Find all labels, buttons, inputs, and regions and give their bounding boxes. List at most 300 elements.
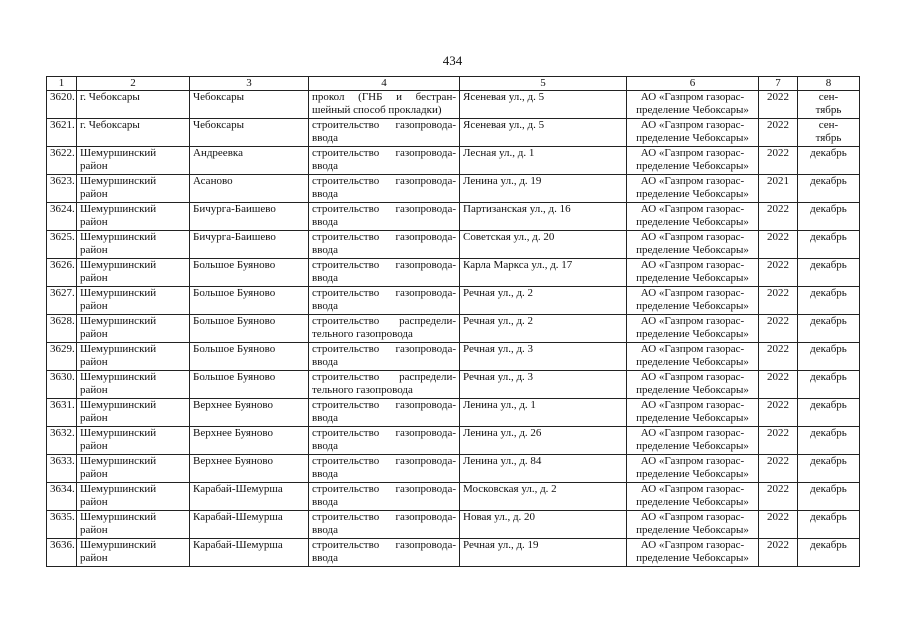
address: Речная ул., д. 3 xyxy=(463,371,534,383)
column-header: 1 xyxy=(47,77,77,91)
month-cell xyxy=(798,315,860,343)
organization-line: АО «Газпром газорас- xyxy=(640,287,745,299)
address-cell xyxy=(460,315,627,343)
year-cell xyxy=(759,455,798,483)
settlement-cell xyxy=(190,147,309,175)
year-cell xyxy=(759,315,798,343)
work-type-cell xyxy=(309,371,460,399)
month-line: декабрь xyxy=(810,399,847,411)
year: 2022 xyxy=(767,427,789,439)
organization-line: пределение Чебоксары» xyxy=(636,468,749,480)
year: 2022 xyxy=(767,483,789,495)
year-cell xyxy=(759,287,798,315)
address: Новая ул., д. 20 xyxy=(463,511,536,523)
district-line: г. Чебоксары xyxy=(80,119,140,131)
organization-cell xyxy=(627,539,759,567)
organization-cell xyxy=(627,483,759,511)
year-cell xyxy=(759,203,798,231)
month-line: сен- xyxy=(818,91,839,103)
district-line: Шемуршинский xyxy=(80,175,157,187)
address: Ясеневая ул., д. 5 xyxy=(463,91,545,103)
organization-line: пределение Чебоксары» xyxy=(636,440,749,452)
district-line: район xyxy=(80,188,108,200)
year: 2022 xyxy=(767,315,789,327)
row-number: 3634. xyxy=(50,483,75,495)
row-number: 3625. xyxy=(50,231,75,243)
organization-line: пределение Чебоксары» xyxy=(636,272,749,284)
table-row xyxy=(47,259,860,287)
organization-line: АО «Газпром газорас- xyxy=(640,343,745,355)
month-line: декабрь xyxy=(810,175,847,187)
row-number-cell xyxy=(47,511,77,539)
address-cell xyxy=(460,343,627,371)
table-row xyxy=(47,427,860,455)
row-number-cell xyxy=(47,287,77,315)
organization-cell xyxy=(627,203,759,231)
organization-line: АО «Газпром газорас- xyxy=(640,119,745,131)
work-type-cell xyxy=(309,203,460,231)
address-cell xyxy=(460,175,627,203)
work-type-cell xyxy=(309,231,460,259)
settlement-cell xyxy=(190,203,309,231)
work-type-line: строительство газопровода- xyxy=(312,147,456,159)
address: Речная ул., д. 2 xyxy=(463,287,534,299)
address: Московская ул., д. 2 xyxy=(463,483,557,495)
column-header: 7 xyxy=(759,77,798,91)
gas-pipeline-registry-table xyxy=(46,76,860,567)
organization-line: АО «Газпром газорас- xyxy=(640,231,745,243)
district-line: Шемуршинский xyxy=(80,203,157,215)
settlement: Большое Буяново xyxy=(193,343,276,355)
month-line: декабрь xyxy=(810,455,847,467)
organization-line: пределение Чебоксары» xyxy=(636,104,749,116)
organization-line: АО «Газпром газорас- xyxy=(640,511,745,523)
year-cell xyxy=(759,539,798,567)
organization-line: пределение Чебоксары» xyxy=(636,188,749,200)
district-line: район xyxy=(80,412,108,424)
district-line: район xyxy=(80,272,108,284)
address: Карла Маркса ул., д. 17 xyxy=(463,259,573,271)
organization-cell xyxy=(627,371,759,399)
settlement-cell xyxy=(190,91,309,119)
work-type-line: ввода xyxy=(312,244,338,256)
district-cell xyxy=(77,119,190,147)
work-type-line: ввода xyxy=(312,412,338,424)
row-number-cell xyxy=(47,175,77,203)
district-cell xyxy=(77,203,190,231)
organization-line: пределение Чебоксары» xyxy=(636,328,749,340)
address: Партизанская ул., д. 16 xyxy=(463,203,571,215)
district-cell xyxy=(77,315,190,343)
year: 2022 xyxy=(767,147,789,159)
month-line: декабрь xyxy=(810,287,847,299)
settlement: Карабай-Шемурша xyxy=(193,511,283,523)
work-type-cell xyxy=(309,91,460,119)
year: 2022 xyxy=(767,455,789,467)
month-cell xyxy=(798,203,860,231)
work-type-line: ввода xyxy=(312,216,338,228)
row-number-cell xyxy=(47,147,77,175)
table-row xyxy=(47,147,860,175)
work-type-line: строительство газопровода- xyxy=(312,455,456,467)
district-line: район xyxy=(80,244,108,256)
table-row xyxy=(47,483,860,511)
work-type-line: шейный способ прокладки) xyxy=(312,104,442,116)
work-type-cell xyxy=(309,287,460,315)
organization-cell xyxy=(627,315,759,343)
settlement-cell xyxy=(190,399,309,427)
work-type-line: строительство газопровода- xyxy=(312,539,456,551)
organization-line: АО «Газпром газорас- xyxy=(640,147,745,159)
settlement: Карабай-Шемурша xyxy=(193,539,283,551)
table-row xyxy=(47,175,860,203)
district-cell xyxy=(77,343,190,371)
district-line: район xyxy=(80,216,108,228)
row-number-cell xyxy=(47,343,77,371)
district-line: Шемуршинский xyxy=(80,539,157,551)
district-line: Шемуршинский xyxy=(80,147,157,159)
settlement-cell xyxy=(190,119,309,147)
organization-cell xyxy=(627,455,759,483)
month-cell xyxy=(798,483,860,511)
year-cell xyxy=(759,483,798,511)
organization-line: пределение Чебоксары» xyxy=(636,300,749,312)
work-type-cell xyxy=(309,259,460,287)
month-line: декабрь xyxy=(810,343,847,355)
organization-line: АО «Газпром газорас- xyxy=(640,455,745,467)
row-number: 3629. xyxy=(50,343,75,355)
settlement-cell xyxy=(190,315,309,343)
work-type-line: ввода xyxy=(312,356,338,368)
row-number-cell xyxy=(47,259,77,287)
column-header: 3 xyxy=(190,77,309,91)
work-type-cell xyxy=(309,175,460,203)
work-type-line: строительство распредели- xyxy=(312,371,456,383)
row-number-cell xyxy=(47,119,77,147)
row-number: 3632. xyxy=(50,427,75,439)
year: 2022 xyxy=(767,119,789,131)
year: 2022 xyxy=(767,91,789,103)
month-cell xyxy=(798,287,860,315)
year: 2022 xyxy=(767,203,789,215)
work-type-line: ввода xyxy=(312,440,338,452)
organization-cell xyxy=(627,231,759,259)
column-header: 2 xyxy=(77,77,190,91)
year-cell xyxy=(759,91,798,119)
year-cell xyxy=(759,119,798,147)
table-row xyxy=(47,91,860,119)
work-type-cell xyxy=(309,315,460,343)
organization-line: АО «Газпром газорас- xyxy=(640,315,745,327)
district-cell xyxy=(77,539,190,567)
address-cell xyxy=(460,91,627,119)
work-type-cell xyxy=(309,511,460,539)
row-number: 3626. xyxy=(50,259,75,271)
settlement-cell xyxy=(190,371,309,399)
organization-line: пределение Чебоксары» xyxy=(636,216,749,228)
settlement: Большое Буяново xyxy=(193,287,276,299)
district-line: Шемуршинский xyxy=(80,483,157,495)
district-line: Шемуршинский xyxy=(80,259,157,271)
row-number-cell xyxy=(47,483,77,511)
month-line: декабрь xyxy=(810,231,847,243)
month-cell xyxy=(798,455,860,483)
district-cell xyxy=(77,91,190,119)
address: Ясеневая ул., д. 5 xyxy=(463,119,545,131)
row-number: 3635. xyxy=(50,511,75,523)
year: 2022 xyxy=(767,287,789,299)
organization-line: АО «Газпром газорас- xyxy=(640,259,745,271)
organization-cell xyxy=(627,343,759,371)
organization-line: пределение Чебоксары» xyxy=(636,552,749,564)
district-cell xyxy=(77,483,190,511)
address-cell xyxy=(460,399,627,427)
table-row xyxy=(47,315,860,343)
address: Ленина ул., д. 26 xyxy=(463,427,542,439)
address-cell xyxy=(460,119,627,147)
address-cell xyxy=(460,427,627,455)
work-type-line: ввода xyxy=(312,188,338,200)
district-cell xyxy=(77,427,190,455)
year-cell xyxy=(759,371,798,399)
table-row xyxy=(47,119,860,147)
settlement: Большое Буяново xyxy=(193,259,276,271)
settlement: Верхнее Буяново xyxy=(193,399,273,411)
district-cell xyxy=(77,231,190,259)
address: Советская ул., д. 20 xyxy=(463,231,555,243)
month-line: декабрь xyxy=(810,511,847,523)
settlement: Верхнее Буяново xyxy=(193,427,273,439)
row-number: 3627. xyxy=(50,287,75,299)
address-cell xyxy=(460,539,627,567)
column-header: 8 xyxy=(798,77,860,91)
settlement-cell xyxy=(190,455,309,483)
organization-line: пределение Чебоксары» xyxy=(636,524,749,536)
row-number-cell xyxy=(47,203,77,231)
page-number: 434 xyxy=(442,53,463,68)
organization-line: АО «Газпром газорас- xyxy=(640,399,745,411)
table-row xyxy=(47,539,860,567)
year-cell xyxy=(759,511,798,539)
row-number: 3631. xyxy=(50,399,75,411)
organization-line: АО «Газпром газорас- xyxy=(640,483,745,495)
row-number-cell xyxy=(47,455,77,483)
address-cell xyxy=(460,483,627,511)
work-type-line: строительство газопровода- xyxy=(312,427,456,439)
organization-line: пределение Чебоксары» xyxy=(636,496,749,508)
district-line: Шемуршинский xyxy=(80,427,157,439)
row-number: 3630. xyxy=(50,371,75,383)
district-line: Шемуршинский xyxy=(80,315,157,327)
year: 2021 xyxy=(767,175,789,187)
month-line: тябрь xyxy=(815,132,842,144)
month-line: декабрь xyxy=(810,315,847,327)
organization-line: АО «Газпром газорас- xyxy=(640,371,745,383)
settlement-cell xyxy=(190,287,309,315)
row-number: 3622. xyxy=(50,147,75,159)
work-type-line: строительство распредели- xyxy=(312,315,456,327)
work-type-cell xyxy=(309,483,460,511)
settlement-cell xyxy=(190,231,309,259)
row-number: 3623. xyxy=(50,175,75,187)
organization-cell xyxy=(627,259,759,287)
organization-cell xyxy=(627,511,759,539)
settlement: Бичурга-Баишево xyxy=(193,203,276,215)
work-type-line: ввода xyxy=(312,160,338,172)
district-line: район xyxy=(80,300,108,312)
settlement: Большое Буяново xyxy=(193,315,276,327)
table-body xyxy=(47,91,860,567)
work-type-line: строительство газопровода- xyxy=(312,483,456,495)
row-number-cell xyxy=(47,91,77,119)
work-type-line: ввода xyxy=(312,524,338,536)
district-line: Шемуршинский xyxy=(80,343,157,355)
row-number: 3620. xyxy=(50,91,75,103)
district-cell xyxy=(77,371,190,399)
year: 2022 xyxy=(767,511,789,523)
year: 2022 xyxy=(767,399,789,411)
table-row xyxy=(47,399,860,427)
row-number: 3624. xyxy=(50,203,75,215)
work-type-cell xyxy=(309,119,460,147)
work-type-line: строительство газопровода- xyxy=(312,287,456,299)
address-cell xyxy=(460,231,627,259)
district-line: район xyxy=(80,384,108,396)
work-type-line: строительство газопровода- xyxy=(312,119,456,131)
row-number-cell xyxy=(47,231,77,259)
month-line: декабрь xyxy=(810,371,847,383)
address: Речная ул., д. 3 xyxy=(463,343,534,355)
year: 2022 xyxy=(767,371,789,383)
month-line: декабрь xyxy=(810,147,847,159)
organization-line: АО «Газпром газорас- xyxy=(640,203,745,215)
month-cell xyxy=(798,119,860,147)
month-cell xyxy=(798,231,860,259)
table-row xyxy=(47,455,860,483)
row-number: 3633. xyxy=(50,455,75,467)
work-type-line: прокол (ГНБ и бестран- xyxy=(312,91,456,103)
row-number-cell xyxy=(47,399,77,427)
district-line: Шемуршинский xyxy=(80,399,157,411)
table-row xyxy=(47,203,860,231)
row-number-cell xyxy=(47,315,77,343)
row-number: 3628. xyxy=(50,315,75,327)
organization-line: пределение Чебоксары» xyxy=(636,244,749,256)
settlement-cell xyxy=(190,427,309,455)
organization-cell xyxy=(627,399,759,427)
district-line: Шемуршинский xyxy=(80,371,157,383)
organization-cell xyxy=(627,287,759,315)
address: Речная ул., д. 19 xyxy=(463,539,539,551)
column-numbers-row xyxy=(47,77,860,91)
year: 2022 xyxy=(767,231,789,243)
month-line: декабрь xyxy=(810,539,847,551)
settlement: Большое Буяново xyxy=(193,371,276,383)
work-type-line: тельного газопровода xyxy=(312,384,413,396)
district-line: район xyxy=(80,468,108,480)
month-line: декабрь xyxy=(810,203,847,215)
work-type-line: ввода xyxy=(312,272,338,284)
district-cell xyxy=(77,287,190,315)
year: 2022 xyxy=(767,539,789,551)
district-line: район xyxy=(80,496,108,508)
settlement-cell xyxy=(190,259,309,287)
work-type-line: строительство газопровода- xyxy=(312,511,456,523)
district-cell xyxy=(77,455,190,483)
month-cell xyxy=(798,371,860,399)
address-cell xyxy=(460,371,627,399)
settlement-cell xyxy=(190,539,309,567)
district-line: район xyxy=(80,552,108,564)
month-cell xyxy=(798,175,860,203)
month-cell xyxy=(798,511,860,539)
settlement-cell xyxy=(190,511,309,539)
work-type-line: ввода xyxy=(312,496,338,508)
settlement-cell xyxy=(190,483,309,511)
organization-cell xyxy=(627,427,759,455)
address: Ленина ул., д. 19 xyxy=(463,175,542,187)
year-cell xyxy=(759,147,798,175)
settlement-cell xyxy=(190,175,309,203)
work-type-line: ввода xyxy=(312,300,338,312)
month-line: сен- xyxy=(818,119,839,131)
district-cell xyxy=(77,511,190,539)
year-cell xyxy=(759,399,798,427)
address: Ленина ул., д. 1 xyxy=(463,399,536,411)
address-cell xyxy=(460,203,627,231)
address-cell xyxy=(460,259,627,287)
work-type-line: ввода xyxy=(312,132,338,144)
work-type-cell xyxy=(309,399,460,427)
work-type-cell xyxy=(309,147,460,175)
work-type-line: строительство газопровода- xyxy=(312,259,456,271)
work-type-line: ввода xyxy=(312,552,338,564)
district-cell xyxy=(77,259,190,287)
address: Ленина ул., д. 84 xyxy=(463,455,542,467)
district-line: район xyxy=(80,160,108,172)
column-header: 4 xyxy=(309,77,460,91)
organization-line: АО «Газпром газорас- xyxy=(640,539,745,551)
table-row xyxy=(47,371,860,399)
work-type-line: ввода xyxy=(312,468,338,480)
work-type-line: строительство газопровода- xyxy=(312,399,456,411)
district-line: Шемуршинский xyxy=(80,231,157,243)
settlement: Андреевка xyxy=(193,147,243,159)
organization-line: пределение Чебоксары» xyxy=(636,412,749,424)
month-cell xyxy=(798,91,860,119)
district-line: Шемуршинский xyxy=(80,287,157,299)
month-line: декабрь xyxy=(810,259,847,271)
column-header: 5 xyxy=(460,77,627,91)
district-cell xyxy=(77,147,190,175)
row-number-cell xyxy=(47,427,77,455)
year-cell xyxy=(759,231,798,259)
month-cell xyxy=(798,427,860,455)
table-row xyxy=(47,231,860,259)
address-cell xyxy=(460,147,627,175)
address-cell xyxy=(460,511,627,539)
row-number: 3621. xyxy=(50,119,75,131)
month-cell xyxy=(798,259,860,287)
organization-line: АО «Газпром газорас- xyxy=(640,175,745,187)
month-line: тябрь xyxy=(815,104,842,116)
organization-cell xyxy=(627,175,759,203)
year-cell xyxy=(759,343,798,371)
organization-line: пределение Чебоксары» xyxy=(636,356,749,368)
month-cell xyxy=(798,399,860,427)
month-cell xyxy=(798,343,860,371)
organization-line: АО «Газпром газорас- xyxy=(640,427,745,439)
